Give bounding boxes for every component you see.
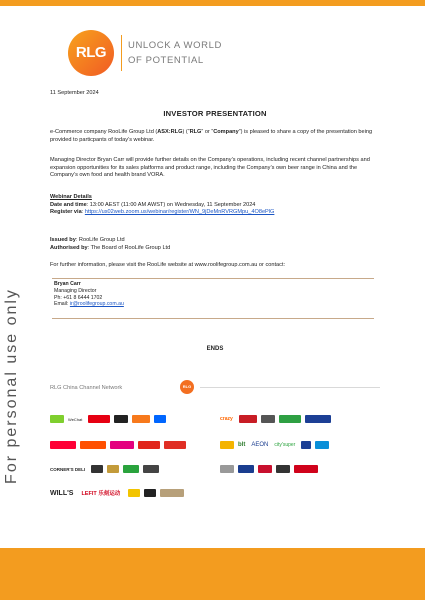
network-row-3-right — [220, 463, 322, 475]
issued-block — [50, 237, 380, 252]
aldi-logo — [301, 441, 311, 449]
onetop-logo — [143, 465, 159, 473]
austrade-logo — [238, 465, 254, 473]
contact-name: Bryan Carr — [54, 281, 81, 287]
company-logo — [68, 30, 308, 76]
row4-left-0: WILL'S — [50, 489, 74, 497]
intro-ticker: ASX:RLG — [157, 129, 183, 135]
row2-right-0: blt — [238, 442, 246, 448]
top-accent-bar — [0, 0, 425, 6]
vip-logo — [110, 441, 134, 449]
intro-paragraph — [50, 129, 380, 144]
network-divider — [200, 387, 380, 388]
issued-label: Issued by — [50, 237, 76, 243]
side-watermark — [4, 200, 26, 570]
logo-divider — [121, 35, 122, 71]
intro-text-c: ) (“ — [182, 129, 190, 135]
qixian-logo — [279, 415, 301, 423]
jd-logo — [138, 441, 160, 449]
contact-email-link[interactable]: ir@roolifegroup.com.au — [69, 301, 124, 308]
tagline-line-2: OF POTENTIAL — [128, 55, 204, 66]
contact-rule-bottom — [52, 318, 374, 319]
announcement-date: 11 September 2024 — [50, 90, 99, 96]
issued-value: : RooLife Group Ltd — [75, 237, 125, 243]
network-logo — [180, 380, 194, 394]
intro-text-g: ”) is pleased to share a copy of the presentation being provided to particpants of today’s webinar. — [50, 129, 373, 143]
register-label: Register via — [50, 209, 82, 216]
tmall-logo — [50, 441, 76, 449]
network-logo-text: RLG — [182, 384, 192, 389]
pdd-logo — [164, 441, 186, 449]
nz-logo — [258, 465, 272, 473]
contact-phone: Ph: +61 8 6444 1702 — [54, 294, 103, 301]
tiktok-logo — [114, 415, 128, 423]
logo-text: RLG — [75, 44, 107, 61]
red-logo — [88, 415, 110, 423]
webinar-details — [50, 194, 380, 217]
date-label: Date and time — [50, 201, 87, 208]
register-link[interactable]: https://us02web.zoom.us/webinar/register/WN_9jDeMnRVRGMpu_4O8ePlG — [84, 209, 275, 216]
logo-tagline — [128, 38, 222, 68]
network-title: RLG China Channel Network — [50, 385, 123, 391]
authorised-value: : The Board of RooLife Group Ltd — [87, 244, 171, 251]
wa-logo — [276, 465, 290, 473]
zhihu-logo — [154, 415, 166, 423]
register-sep: : — [81, 209, 85, 216]
row1-right-0: crazy — [220, 416, 233, 422]
row2-right-2: city'super — [274, 442, 296, 448]
network-row-4-left — [50, 487, 188, 499]
contact-role: Managing Director — [54, 287, 97, 294]
tianhong-logo — [239, 415, 257, 423]
hotel-logo — [160, 489, 184, 497]
intro-rlg: RLG — [189, 129, 202, 135]
details-paragraph: Managing Director Bryan Carr will provide further details on the Company’s operations, including recent channel partnerships and expansion opportunities for its sales platforms and product range, including the Company’s own beer range in China and the Company’s own food and health brand VORA. — [50, 157, 370, 179]
intro-company: Company — [213, 129, 239, 135]
gov-crest — [220, 465, 234, 473]
issued-by-line — [50, 237, 380, 245]
tagline-line-1: UNLOCK A WORLD — [128, 40, 222, 51]
asialink-logo — [294, 465, 318, 473]
row2-right-1: AEON — [251, 442, 269, 448]
v-logo — [128, 489, 140, 497]
store-logo — [261, 415, 275, 423]
row3-left-0: CORNER'S DELI — [50, 466, 86, 472]
date-value: : 13:00 AEST (11:00 AM AWST) on Wednesday, 11 September 2024 — [86, 201, 256, 208]
network-row-3-left — [50, 463, 163, 475]
row1-left-0: WeChat — [68, 416, 83, 422]
authorised-by-line — [50, 245, 380, 253]
kuaishou-logo — [132, 415, 150, 423]
contact-email-line — [54, 301, 354, 308]
row4-left-1: LEFIT 乐刻运动 — [81, 491, 121, 497]
webinar-heading: Webinar Details — [50, 194, 92, 200]
w-logo — [144, 489, 156, 497]
channel-network-graphic — [50, 375, 380, 525]
intro-text-e: ” or “ — [201, 129, 214, 135]
email-label: Email: — [54, 301, 70, 308]
buy-logo — [91, 465, 103, 473]
wechat-logo — [50, 415, 64, 423]
contact-rule-top — [52, 278, 374, 279]
green-logo — [123, 465, 139, 473]
webinar-register-line — [50, 209, 380, 217]
store-icon — [220, 441, 234, 449]
announcement-title: INVESTOR PRESENTATION — [163, 109, 267, 118]
hema-logo — [315, 441, 329, 449]
personal-use-text: For personal use only — [3, 288, 20, 484]
network-row-1-right — [220, 413, 335, 425]
further-info: For further information, please visit the RooLife website at www.roolifegroup.com.au or contact: — [50, 262, 286, 268]
crest-logo — [107, 465, 119, 473]
ends-marker: ENDS — [206, 346, 224, 352]
tmall-global-logo — [305, 415, 331, 423]
intro-text-a: e-Commerce company RooLife Group Ltd ( — [50, 129, 158, 135]
network-row-1-left — [50, 413, 170, 425]
authorised-label: Authorised by — [50, 244, 88, 251]
taobao-logo — [80, 441, 106, 449]
webinar-date-line — [50, 202, 380, 210]
logo-mark — [68, 30, 114, 76]
network-row-2-left — [50, 439, 190, 451]
bottom-accent-bar — [0, 548, 425, 600]
network-row-2-right — [220, 439, 333, 451]
contact-block — [54, 281, 354, 308]
